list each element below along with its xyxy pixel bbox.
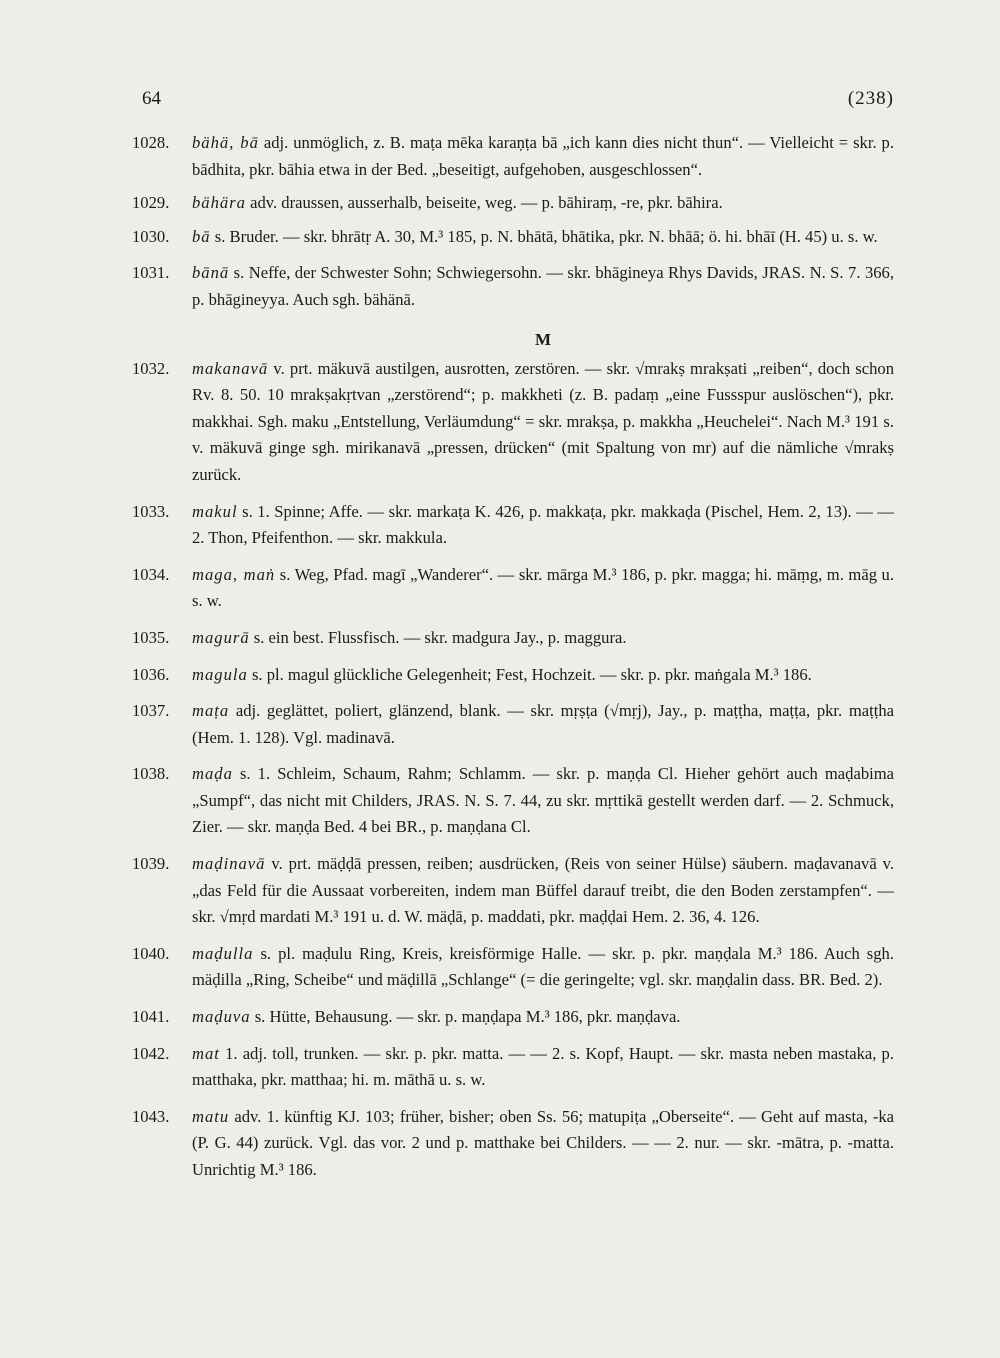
entry-number: 1033. <box>132 501 170 521</box>
entry-number: 1035. <box>132 627 170 647</box>
entry-text: adv. 1. künftig KJ. 103; früher, bisher; oben Ss. 56; matupiṭa „Oberseite“. — Geht auf masta, -ka (P. G. 44) zurück. Vgl. das vor. 2 und p. matthake bei Childers. — — 2. nur. — skr. -mātra, p. -matta. Unrichtig M.³ 186. <box>192 1106 895 1179</box>
entry-text: s. pl. magul glückliche Gelegenheit; Fest, Hochzeit. — skr. p. pkr. maṅgala M.³ 186. <box>251 664 812 684</box>
entry-headword: magurā <box>192 627 250 647</box>
dictionary-entry <box>132 662 894 689</box>
entry-headword: bähä, bā <box>192 133 259 152</box>
dictionary-entry <box>132 260 894 313</box>
entry-headword: bähära <box>192 193 246 213</box>
dictionary-entry <box>132 698 894 751</box>
entry-headword: maṭa <box>192 701 230 721</box>
entry-text: s. Weg, Pfad. magī „Wanderer“. — skr. mārga M.³ 186, p. pkr. magga; hi. māṃg, m. māg u. s. w. <box>192 564 894 611</box>
dictionary-entry <box>132 761 894 841</box>
entry-headword: maga, maṅ <box>192 564 276 584</box>
entry-headword: makanavā <box>192 358 269 378</box>
entry-headword: bā <box>192 226 211 246</box>
entry-headword: mat <box>192 1043 220 1063</box>
entry-headword: magula <box>192 664 248 684</box>
dictionary-entry <box>132 562 894 615</box>
page-reference: (238) <box>847 88 894 109</box>
entry-headword: maḍinavā <box>192 854 266 874</box>
entry-text: adj. geglättet, poliert, glänzend, blank. — skr. mṛṣṭa (√mṛj), Jay., p. maṭṭha, maṭṭa, pkr. maṭṭha (Hem. 1. 128). Vgl. madinavā. <box>192 701 894 747</box>
dictionary-entry <box>132 1104 894 1184</box>
entry-number: 1043. <box>132 1106 170 1126</box>
entry-headword: makul <box>192 501 238 521</box>
dictionary-entry <box>132 190 894 217</box>
entry-number: 1034. <box>132 564 170 584</box>
entry-headword: matu <box>192 1106 230 1126</box>
entry-number: 1041. <box>132 1007 170 1027</box>
dictionary-entry <box>132 851 894 931</box>
entry-number: 1031. <box>132 263 170 283</box>
dictionary-entry <box>132 130 894 183</box>
entry-text: s. Bruder. — skr. bhrātṛ A. 30, M.³ 185, p. N. bhātā, bhātika, pkr. N. bhāā; ö. hi. bhāī (H. 45) u. s. w. <box>214 226 878 246</box>
entry-text: v. prt. mäḍḍā pressen, reiben; ausdrücken, (Reis von seiner Hülse) säubern. maḍavanavā v. „das Feld für die Aussaat vorbereiten, indem man Büffel darauf treibt, die den Boden zerstampfen“. — skr. √mṛd mardati M.³ 191 u. d. W. mäḍā, p. maddati, pkr. maḍḍai Hem. 2. 36, 4. 126. <box>192 854 894 927</box>
page-header <box>142 88 894 116</box>
entry-headword: maḍuva <box>192 1007 251 1027</box>
entry-text: s. 1. Schleim, Schaum, Rahm; Schlamm. — skr. p. maṇḍa Cl. Hieher gehört auch maḍabima „Sumpf“, das nicht mit Childers, JRAS. N. S. 7. 44, zu skr. mṛttikā gestellt werden darf. — 2. Schmuck, Zier. — skr. maṇḍa Bed. 4 bei BR., p. maṇḍana Cl. <box>192 764 894 837</box>
dictionary-entries <box>132 130 894 1184</box>
entry-text: v. prt. mäkuvā austilgen, ausrotten, zerstören. — skr. √mrakṣ mrakṣati „reiben“, doch schon Rv. 8. 50. 10 mrakṣakṛtvan „zerstörend“; p. makkheti (z. B. padaṃ „eine Fussspur auslöschen“), pkr. makkhai. Sgh. maku „Entstellung, Verläumdung“ = skr. mrakṣa, p. makkha „Heuchelei“. Nach M.³ 191 s. v. mäkuvā ginge sgh. mirikanavā „pressen, drücken“ (mit Spaltung von mr) auf die nämliche √mrakṣ zurück. <box>192 358 894 484</box>
entry-number: 1032. <box>132 358 170 378</box>
entry-text: s. Hütte, Behausung. — skr. p. maṇḍapa M.³ 186, pkr. maṇḍava. <box>254 1007 681 1027</box>
entry-text: adj. unmöglich, z. B. maṭa mēka karaṇṭa bā „ich kann dies nicht thun“. — Vielleicht = skr. p. bādhita, pkr. bāhia etwa in der Bed. „beseitigt, aufgehoben, ausgeschlossen“. <box>192 133 894 179</box>
entry-headword: maḍulla <box>192 943 254 963</box>
entry-headword: bānā <box>192 263 230 283</box>
entry-text: 1. adj. toll, trunken. — skr. p. pkr. matta. — — 2. s. Kopf, Haupt. — skr. masta neben mastaka, p. matthaka, pkr. matthaa; hi. m. māthā u. s. w. <box>192 1043 894 1090</box>
entry-number: 1037. <box>132 701 170 721</box>
entry-number: 1040. <box>132 943 170 963</box>
entry-text: adv. draussen, ausserhalb, beiseite, weg. — p. bāhiraṃ, -re, pkr. bāhira. <box>250 193 723 213</box>
dictionary-entry <box>132 941 894 994</box>
page-number: 64 <box>142 88 161 109</box>
section-letter: M <box>534 329 552 349</box>
entry-headword: maḍa <box>192 764 233 784</box>
entry-number: 1030. <box>132 226 170 246</box>
entry-number: 1039. <box>132 854 170 874</box>
dictionary-entry <box>132 356 894 489</box>
entry-number: 1036. <box>132 664 170 684</box>
entry-text: s. 1. Spinne; Affe. — skr. markaṭa K. 426, p. makkaṭa, pkr. makkaḍa (Pischel, Hem. 2, 13). — — 2. Thon, Pfeifenthon. — skr. makkula. <box>192 501 894 548</box>
entry-number: 1042. <box>132 1043 170 1063</box>
dictionary-entry <box>132 1041 894 1094</box>
entry-number: 1029. <box>132 193 170 213</box>
dictionary-entry <box>132 625 894 652</box>
dictionary-entry <box>132 499 894 552</box>
entry-number: 1028. <box>132 133 170 152</box>
entry-number: 1038. <box>132 764 170 784</box>
dictionary-entry <box>132 224 894 251</box>
entry-text: s. ein best. Flussfisch. — skr. madgura Jay., p. maggura. <box>253 627 627 647</box>
entry-text: s. pl. maḍulu Ring, Kreis, kreisförmige Halle. — skr. p. pkr. maṇḍala M.³ 186. Auch sgh. mäḍilla „Ring, Scheibe“ und mäḍillā „Schlange“ (= die geringelte; vgl. skr. maṇḍalin dass. BR. Bed. 2). <box>192 943 895 990</box>
entry-text: s. Neffe, der Schwester Sohn; Schwiegersohn. — skr. bhāgineya Rhys Davids, JRAS. N. S. 7. 366, p. bhāgineyya. Auch sgh. bähänā. <box>192 263 894 309</box>
dictionary-entry <box>132 1004 894 1031</box>
